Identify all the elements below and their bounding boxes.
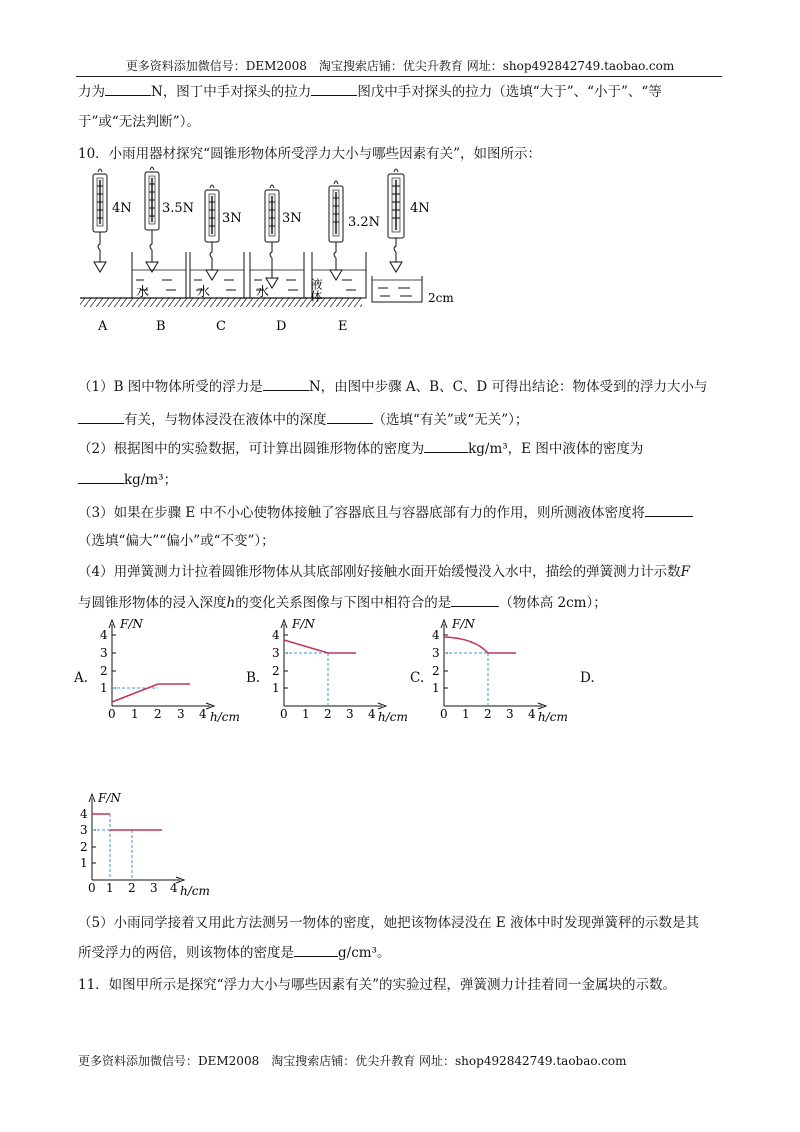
y-tick: 4 xyxy=(272,628,280,642)
y-tick: 4 xyxy=(432,628,440,642)
x-tick: 0 xyxy=(440,707,448,721)
answer-blank[interactable] xyxy=(294,943,338,957)
y-tick: 3 xyxy=(272,646,280,660)
reading-label: 3N xyxy=(282,211,302,226)
answer-blank[interactable] xyxy=(645,503,693,517)
axis-label-h: h/cm xyxy=(210,710,240,724)
axis-label-h: h/cm xyxy=(180,884,210,898)
depth-label: 2cm xyxy=(428,291,454,305)
axis-label-f: F/N xyxy=(98,792,121,805)
text-segment: （4）用弹簧测力计拉着圆锥形物体从其底部刚好接触水面开始缓慢没入水中，描绘的弹簧测力计示数 xyxy=(78,564,681,580)
y-tick: 3 xyxy=(100,646,108,660)
x-tick: 4 xyxy=(368,707,376,721)
option-c-label[interactable]: C. xyxy=(410,670,425,686)
prev-question-line-2: 于”或“无法判断”）。 xyxy=(78,114,200,130)
x-tick: 1 xyxy=(462,707,470,721)
answer-blank[interactable] xyxy=(78,410,124,424)
q10-part-4-line-2 xyxy=(78,591,607,611)
liquid-label: 液体 xyxy=(309,278,323,302)
x-tick: 3 xyxy=(506,707,514,721)
option-b-label[interactable]: B. xyxy=(246,670,261,686)
y-tick: 2 xyxy=(432,664,440,678)
page-footer: 更多资料添加微信号：DEM2008 淘宝搜索店铺：优尖升教育 网址：shop492842749.taobao.com xyxy=(78,1054,627,1068)
answer-blank[interactable] xyxy=(311,82,357,96)
graph-b-curve xyxy=(284,640,356,653)
y-tick: 4 xyxy=(80,807,88,821)
text-segment: （1）B 图中物体所受的浮力是 xyxy=(78,379,263,395)
x-tick: 2 xyxy=(154,707,162,721)
reading-label: 3N xyxy=(222,211,242,226)
x-tick: 1 xyxy=(131,707,139,721)
spring-scale-e xyxy=(329,181,343,280)
q10-part-3-line-2: （选填“偏大”“偏小”或“不变”）； xyxy=(78,533,275,549)
x-tick: 3 xyxy=(177,707,185,721)
q10-part-5-line-1: （5）小雨同学接着又用此方法测另一物体的密度，她把该物体浸没在 E 液体中时发现弹簧秤的示数是其 xyxy=(78,915,700,931)
y-tick: 2 xyxy=(80,840,88,854)
text-segment: （物体高 2cm）； xyxy=(499,595,607,611)
liquid-label: 水 xyxy=(197,285,211,300)
experiment-figure xyxy=(76,166,476,338)
y-tick: 2 xyxy=(272,664,280,678)
spring-scale-d xyxy=(265,185,279,288)
step-label: E xyxy=(338,319,348,334)
q10-part-2-line-2 xyxy=(78,468,177,488)
option-d-label[interactable]: D. xyxy=(580,670,595,686)
step-label: B xyxy=(156,319,166,334)
axis-label-h: h/cm xyxy=(378,710,408,724)
x-tick: 2 xyxy=(484,707,492,721)
text-segment: 有关，与物体浸没在液体中的深度 xyxy=(124,412,327,428)
spring-scale-f xyxy=(388,169,404,272)
reading-label: 3.2N xyxy=(348,215,381,230)
liquid-label: 水 xyxy=(256,285,270,300)
y-tick: 1 xyxy=(80,856,88,870)
reading-label: 4N xyxy=(112,201,132,216)
graph-a-curve xyxy=(112,684,190,702)
text-segment: 与圆锥形物体的浸入深度 xyxy=(78,595,227,611)
x-tick: 2 xyxy=(128,881,136,895)
variable-h: h xyxy=(226,595,236,611)
text-segment: 的变化关系图像与下图中相符合的是 xyxy=(235,595,452,611)
x-tick: 1 xyxy=(302,707,310,721)
step-label: D xyxy=(276,319,287,334)
graph-option-d xyxy=(72,792,232,900)
step-label: A xyxy=(98,319,108,334)
step-label: C xyxy=(216,319,226,334)
x-tick: 0 xyxy=(88,881,96,895)
y-tick: 4 xyxy=(100,628,108,642)
text-segment: （选填“有关”或“无关”）； xyxy=(372,412,529,428)
axis-label-h: h/cm xyxy=(538,710,568,724)
answer-blank[interactable] xyxy=(451,593,499,607)
text-segment: g/cm³。 xyxy=(338,945,391,961)
q10-part-5-line-2 xyxy=(78,941,390,961)
liquid-label: 水 xyxy=(136,285,150,300)
graph-c-curve xyxy=(444,637,516,653)
axis-label-f: F/N xyxy=(452,618,475,631)
answer-blank[interactable] xyxy=(78,470,124,484)
q10-part-1-line-2 xyxy=(78,408,528,428)
q10-part-2-line-1 xyxy=(78,437,643,457)
x-tick: 1 xyxy=(106,881,114,895)
answer-blank[interactable] xyxy=(105,82,151,96)
text-segment: （3）如果在步骤 E 中不小心使物体接触了容器底且与容器底部有力的作用，则所测液体密度将 xyxy=(78,505,646,521)
reading-label: 4N xyxy=(410,201,430,216)
x-tick: 3 xyxy=(150,881,158,895)
graph-option-b xyxy=(264,618,424,726)
x-tick: 0 xyxy=(280,707,288,721)
x-tick: 4 xyxy=(170,881,178,895)
spring-scale-a xyxy=(93,169,107,272)
answer-blank[interactable] xyxy=(424,439,468,453)
graph-option-c xyxy=(424,618,584,726)
text-segment: （2）根据图中的实验数据，可计算出圆锥形物体的密度为 xyxy=(78,441,425,457)
graph-option-a xyxy=(92,618,252,726)
text-segment: N，由图中步骤 A、B、C、D 可得出结论：物体受到的浮力大小与 xyxy=(308,379,708,395)
prev-text-c: 图戊中手对探头的拉力（选填“大于”、“小于”、“等 xyxy=(357,84,662,100)
y-tick: 1 xyxy=(100,681,108,695)
q10-part-3-line-1 xyxy=(78,501,693,521)
spring-scale-c xyxy=(205,185,219,280)
x-tick: 2 xyxy=(324,707,332,721)
container-f xyxy=(372,276,422,302)
y-tick: 3 xyxy=(80,823,88,837)
x-tick: 4 xyxy=(199,707,207,721)
prev-text-a: 力为 xyxy=(78,84,105,100)
x-tick: 3 xyxy=(346,707,354,721)
y-tick: 1 xyxy=(272,681,280,695)
q11-stem: 11．如图甲所示是探究“浮力大小与哪些因素有关”的实验过程，弹簧测力计挂着同一金属块的示数。 xyxy=(78,977,676,993)
y-tick: 2 xyxy=(100,664,108,678)
prev-question-line-1 xyxy=(78,80,662,100)
option-a-label[interactable]: A. xyxy=(74,670,89,686)
header-divider xyxy=(76,76,722,77)
reading-label: 3.5N xyxy=(162,201,195,216)
variable-f: F xyxy=(680,564,690,580)
axis-label-f: F/N xyxy=(292,618,315,631)
spring-scale-b xyxy=(145,167,159,272)
axis-label-f: F/N xyxy=(120,618,143,631)
q10-stem: 10．小雨用器材探究“圆锥形物体所受浮力大小与哪些因素有关”，如图所示： xyxy=(78,146,541,162)
text-segment: kg/m³，E 图中液体的密度为 xyxy=(468,441,644,457)
prev-text-b: N，图丁中手对探头的拉力 xyxy=(151,84,312,100)
text-segment: 所受浮力的两倍，则该物体的密度是 xyxy=(78,945,294,961)
q10-part-4-line-1 xyxy=(78,560,690,580)
answer-blank[interactable] xyxy=(263,377,309,391)
y-tick: 1 xyxy=(432,681,440,695)
text-segment: kg/m³； xyxy=(124,472,178,488)
q10-part-1-line-1 xyxy=(78,375,708,395)
page-header: 更多资料添加微信号：DEM2008 淘宝搜索店铺：优尖升教育 网址：shop492842749.taobao.com xyxy=(125,59,675,73)
x-tick: 0 xyxy=(108,707,116,721)
answer-blank[interactable] xyxy=(327,410,373,424)
x-tick: 4 xyxy=(528,707,536,721)
y-tick: 3 xyxy=(432,646,440,660)
